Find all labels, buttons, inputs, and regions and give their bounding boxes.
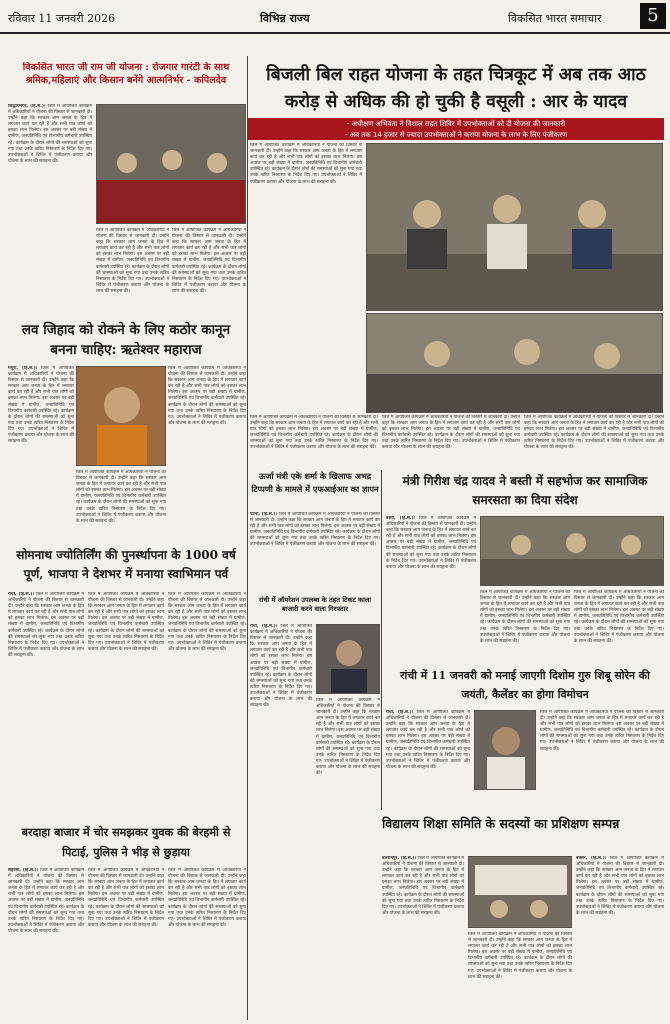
a2-photo [76,366,166,466]
column-rule-left [247,56,248,1020]
shibu-soren-portrait [475,711,536,790]
a2-body-left: मथुरा, (हि.स.)। जिले में आयोजित कार्यक्रम में अधिकारियों ने योजना की विस्तार से जानकारी दी। उन्होंने कहा कि सरकार आम जनता के हित में लगातार कार्य कर रही है और सभी पात्र लोगों को इसका लाभ मिलेगा। इस अवसर पर बड़ी संख्या में ग्रामीण, जनप्रतिनिधि एवं विभागीय कर्मचारी उपस्थित रहे। कार्यक्रम के दौरान लोगों की समस्याओं को सुना गया तथा उनके त्वरित निस्तारण के निर्देश दिए गए। उपभोक्ताओं ने शिविर में पंजीकरण कराया और योजना के लाभ की सराहना की। [8,366,74,445]
a1-body-left: सिद्धार्थनगर, (हि.स.)। जिले में आयोजित कार्यक्रम में अधिकारियों ने योजना की विस्तार से जानकारी दी। उन्होंने कहा कि सरकार आम जनता के हित में लगातार कार्य कर रही है और सभी पात्र लोगों को इसका लाभ मिलेगा। इस अवसर पर बड़ी संख्या में ग्रामीण, जनप्रतिनिधि एवं विभागीय कर्मचारी उपस्थित रहे। कार्यक्रम के दौरान लोगों की समस्याओं को सुना गया तथा उनके त्वरित निस्तारण के निर्देश दिए गए। उपभोक्ताओं ने शिविर में पंजीकरण कराया और योजना के लाभ की सराहना की। [8,104,92,164]
column-rule-mid [381,470,382,810]
issue-date: रविवार 11 जनवरी 2026 [8,12,116,25]
lead-headline: बिजली बिल राहत योजना के तहत चित्रकूट में अब तक आठ करोड़ से अधिक की हो चुकी है वसूली : आर के यादव [266,65,646,112]
community-feast-photo [481,517,664,586]
masthead [0,0,670,34]
lead-body-col4: जिले में आयोजित कार्यक्रम में अधिकारियों ने योजना की विस्तार से जानकारी दी। उन्होंने कहा कि सरकार आम जनता के हित में लगातार कार्य कर रही है और सभी पात्र लोगों को इसका लाभ मिलेगा। इस अवसर पर बड़ी संख्या में ग्रामीण, जनप्रतिनिधि एवं विभागीय कर्मचारी उपस्थित रहे। कार्यक्रम के दौरान लोगों की समस्याओं को सुना गया तथा उनके त्वरित निस्तारण के निर्देश दिए गए। उपभोक्ताओं ने शिविर में पंजीकरण कराया और योजना के लाभ की सराहना की। [524,415,664,451]
meeting-photo [367,144,663,311]
training-photo [469,857,572,928]
a2-body-col3: जिले में आयोजित कार्यक्रम में अधिकारियों ने योजना की विस्तार से जानकारी दी। उन्होंने कहा कि सरकार आम जनता के हित में लगातार कार्य कर रही है और सभी पात्र लोगों को इसका लाभ मिलेगा। इस अवसर पर बड़ी संख्या में ग्रामीण, जनप्रतिनिधि एवं विभागीय कर्मचारी उपस्थित रहे। कार्यक्रम के दौरान लोगों की समस्याओं को सुना गया तथा उनके त्वरित निस्तारण के निर्देश दिए गए। उपभोक्ताओं ने शिविर में पंजीकरण कराया और योजना के लाभ की सराहना की। [168,366,246,426]
camp-photo [367,314,663,413]
a8-photo [480,516,664,586]
a4-body-col2: जिले में आयोजित कार्यक्रम में अधिकारियों ने योजना की विस्तार से जानकारी दी। उन्होंने कहा कि सरकार आम जनता के हित में लगातार कार्य कर रही है और सभी पात्र लोगों को इसका लाभ मिलेगा। इस अवसर पर बड़ी संख्या में ग्रामीण, जनप्रतिनिधि एवं विभागीय कर्मचारी उपस्थित रहे। कार्यक्रम के दौरान लोगों की समस्याओं को सुना गया तथा उनके त्वरित निस्तारण के निर्देश दिए गए। उपभोक्ताओं ने शिविर में पंजीकरण कराया और योजना के लाभ की सराहना की। [88,868,164,928]
a9-body-col1: रांची, (हि.स.)। जिले में आयोजित कार्यक्रम में अधिकारियों ने योजना की विस्तार से जानकारी दी। उन्होंने कहा कि सरकार आम जनता के हित में लगातार कार्य कर रही है और सभी पात्र लोगों को इसका लाभ मिलेगा। इस अवसर पर बड़ी संख्या में ग्रामीण, जनप्रतिनिधि एवं विभागीय कर्मचारी उपस्थित रहे। कार्यक्रम के दौरान लोगों की समस्याओं को सुना गया तथा उनके त्वरित निस्तारण के निर्देश दिए गए। उपभोक्ताओं ने शिविर में पंजीकरण कराया और योजना के लाभ की सराहना की। [386,710,470,770]
a7-body-col2: जिले में आयोजित कार्यक्रम में अधिकारियों ने योजना की विस्तार से जानकारी दी। उन्होंने कहा कि सरकार आम जनता के हित में लगातार कार्य कर रही है और सभी पात्र लोगों को इसका लाभ मिलेगा। इस अवसर पर बड़ी संख्या में ग्रामीण, जनप्रतिनिधि एवं विभागीय कर्मचारी उपस्थित रहे। कार्यक्रम के दौरान लोगों की समस्याओं को सुना गया तथा उनके त्वरित निस्तारण के निर्देश दिए गए। उपभोक्ताओं ने शिविर में पंजीकरण कराया और योजना के लाभ की सराहना की। [468,932,572,980]
a10-headline [576,814,664,834]
a5-body: पटना, (हि.स.)। जिले में आयोजित कार्यक्रम में अधिकारियों ने योजना की विस्तार से जानकारी दी। उन्होंने कहा कि सरकार आम जनता के हित में लगातार कार्य कर रही है और सभी पात्र लोगों को इसका लाभ मिलेगा। इस अवसर पर बड़ी संख्या में ग्रामीण, जनप्रतिनिधि एवं विभागीय कर्मचारी उपस्थित रहे। कार्यक्रम के दौरान लोगों की समस्याओं को सुना गया तथा उनके त्वरित निस्तारण के निर्देश दिए गए। उपभोक्ताओं ने शिविर में पंजीकरण कराया और योजना के लाभ की सराहना की। [250,512,380,548]
lead-body-col3: जिले में आयोजित कार्यक्रम में अधिकारियों ने योजना की विस्तार से जानकारी दी। उन्होंने कहा कि सरकार आम जनता के हित में लगातार कार्य कर रही है और सभी पात्र लोगों को इसका लाभ मिलेगा। इस अवसर पर बड़ी संख्या में ग्रामीण, जनप्रतिनिधि एवं विभागीय कर्मचारी उपस्थित रहे। कार्यक्रम के दौरान लोगों की समस्याओं को सुना गया तथा उनके त्वरित निस्तारण के निर्देश दिए गए। उपभोक्ताओं ने शिविर में पंजीकरण कराया और योजना के लाभ की सराहना की। [382,415,520,451]
a1-photo [96,104,246,224]
saint-portrait-photo [77,367,166,466]
a6-body-col2: जिले में आयोजित कार्यक्रम में अधिकारियों ने योजना की विस्तार से जानकारी दी। उन्होंने कहा कि सरकार आम जनता के हित में लगातार कार्य कर रही है और सभी पात्र लोगों को इसका लाभ मिलेगा। इस अवसर पर बड़ी संख्या में ग्रामीण, जनप्रतिनिधि एवं विभागीय कर्मचारी उपस्थित रहे। कार्यक्रम के दौरान लोगों की समस्याओं को सुना गया तथा उनके त्वरित निस्तारण के निर्देश दिए गए। उपभोक्ताओं ने शिविर में पंजीकरण कराया और योजना के लाभ की सराहना की। [316,698,380,777]
a8-headline: मंत्री गिरीश चंद्र यादव ने बस्ती में सहभोज कर सामाजिक समरसता का दिया संदेश [402,474,648,507]
a3-body-col1: रांची, (हि.स.)। जिले में आयोजित कार्यक्रम में अधिकारियों ने योजना की विस्तार से जानकारी दी। उन्होंने कहा कि सरकार आम जनता के हित में लगातार कार्य कर रही है और सभी पात्र लोगों को इसका लाभ मिलेगा। इस अवसर पर बड़ी संख्या में ग्रामीण, जनप्रतिनिधि एवं विभागीय कर्मचारी उपस्थित रहे। कार्यक्रम के दौरान लोगों की समस्याओं को सुना गया तथा उनके त्वरित निस्तारण के निर्देश दिए गए। उपभोक्ताओं ने शिविर में पंजीकरण कराया और योजना के लाभ की सराहना की। [8,592,84,658]
a8-body-col3: जिले में आयोजित कार्यक्रम में अधिकारियों ने योजना की विस्तार से जानकारी दी। उन्होंने कहा कि सरकार आम जनता के हित में लगातार कार्य कर रही है और सभी पात्र लोगों को इसका लाभ मिलेगा। इस अवसर पर बड़ी संख्या में ग्रामीण, जनप्रतिनिधि एवं विभागीय कर्मचारी उपस्थित रहे। कार्यक्रम के दौरान लोगों की समस्याओं को सुना गया तथा उनके त्वरित निस्तारण के निर्देश दिए गए। उपभोक्ताओं ने शिविर में पंजीकरण कराया और योजना के लाभ की सराहना की। [574,590,664,644]
accused-photo [317,625,380,694]
paper-name: विकसित भारत समाचार [508,12,602,25]
lead-photo-top [366,143,663,311]
a3-headline: सोमनाथ ज्योतिर्लिंग की पुनर्स्थापना के 1000 वर्ष पूर्ण, भाजपा ने देशभर में मनाया स्वाभिमान पर्व [16,548,236,581]
page-number: 5 [640,3,666,29]
a6-photo [316,624,380,694]
a7-photo [468,856,572,928]
a6-headline: रांची में ऑपरेशन उपलब्ध के तहत टिकट काला बाजारी करने वाला गिरफ्तार [258,596,372,613]
a8-body-col2: जिले में आयोजित कार्यक्रम में अधिकारियों ने योजना की विस्तार से जानकारी दी। उन्होंने कहा कि सरकार आम जनता के हित में लगातार कार्य कर रही है और सभी पात्र लोगों को इसका लाभ मिलेगा। इस अवसर पर बड़ी संख्या में ग्रामीण, जनप्रतिनिधि एवं विभागीय कर्मचारी उपस्थित रहे। कार्यक्रम के दौरान लोगों की समस्याओं को सुना गया तथा उनके त्वरित निस्तारण के निर्देश दिए गए। उपभोक्ताओं ने शिविर में पंजीकरण कराया और योजना के लाभ की सराहना की। [480,590,570,644]
a9-photo [474,710,536,790]
a10-body: बक्सर, (हि.स.)। जिले में आयोजित कार्यक्रम में अधिकारियों ने योजना की विस्तार से जानकारी दी। उन्होंने कहा कि सरकार आम जनता के हित में लगातार कार्य कर रही है और सभी पात्र लोगों को इसका लाभ मिलेगा। इस अवसर पर बड़ी संख्या में ग्रामीण, जनप्रतिनिधि एवं विभागीय कर्मचारी उपस्थित रहे। कार्यक्रम के दौरान लोगों की समस्याओं को सुना गया तथा उनके त्वरित निस्तारण के निर्देश दिए गए। उपभोक्ताओं ने शिविर में पंजीकरण कराया और योजना के लाभ की सराहना की। [576,856,664,916]
a5-headline: ऊर्जा मंत्री एके शर्मा के खिलाफ अभद्र टिप्पणी के मामले में एफआईआर का ज्ञापन [251,471,379,494]
a4-body-col3: जिले में आयोजित कार्यक्रम में अधिकारियों ने योजना की विस्तार से जानकारी दी। उन्होंने कहा कि सरकार आम जनता के हित में लगातार कार्य कर रही है और सभी पात्र लोगों को इसका लाभ मिलेगा। इस अवसर पर बड़ी संख्या में ग्रामीण, जनप्रतिनिधि एवं विभागीय कर्मचारी उपस्थित रहे। कार्यक्रम के दौरान लोगों की समस्याओं को सुना गया तथा उनके त्वरित निस्तारण के निर्देश दिए गए। उपभोक्ताओं ने शिविर में पंजीकरण कराया और योजना के लाभ की सराहना की। [168,868,246,928]
lead-photo-bottom [366,313,663,413]
a3-body-col2: जिले में आयोजित कार्यक्रम में अधिकारियों ने योजना की विस्तार से जानकारी दी। उन्होंने कहा कि सरकार आम जनता के हित में लगातार कार्य कर रही है और सभी पात्र लोगों को इसका लाभ मिलेगा। इस अवसर पर बड़ी संख्या में ग्रामीण, जनप्रतिनिधि एवं विभागीय कर्मचारी उपस्थित रहे। कार्यक्रम के दौरान लोगों की समस्याओं को सुना गया तथा उनके त्वरित निस्तारण के निर्देश दिए गए। उपभोक्ताओं ने शिविर में पंजीकरण कराया और योजना के लाभ की सराहना की। [88,592,164,652]
press-meet-photo [97,105,246,224]
lead-subheadline: - अधीक्षण अभियंता ने विशाल राहत शिविर में उपभोक्ताओं को दी योजना की जानकारी - अब तक 14 हजार से ज्यादा उपभोक्ताओं ने कराया योजना के लाभ के लिए पंजीकरण [248,118,664,140]
a1-body-col2: जिले में आयोजित कार्यक्रम में अधिकारियों ने योजना की विस्तार से जानकारी दी। उन्होंने कहा कि सरकार आम जनता के हित में लगातार कार्य कर रही है और सभी पात्र लोगों को इसका लाभ मिलेगा। इस अवसर पर बड़ी संख्या में ग्रामीण, जनप्रतिनिधि एवं विभागीय कर्मचारी उपस्थित रहे। कार्यक्रम के दौरान लोगों की समस्याओं को सुना गया तथा उनके त्वरित निस्तारण के निर्देश दिए गए। उपभोक्ताओं ने शिविर में पंजीकरण कराया और योजना के लाभ की सराहना की। [96,228,169,294]
section-title: विभिन्न राज्य [260,12,310,25]
a9-headline: रांची में 11 जनवरी को मनाई जाएगी दिशोम गुरु शिबू सोरेन की जयंती, कैलेंडर का होगा विमोचन [400,669,650,701]
a2-body-col2: जिले में आयोजित कार्यक्रम में अधिकारियों ने योजना की विस्तार से जानकारी दी। उन्होंने कहा कि सरकार आम जनता के हित में लगातार कार्य कर रही है और सभी पात्र लोगों को इसका लाभ मिलेगा। इस अवसर पर बड़ी संख्या में ग्रामीण, जनप्रतिनिधि एवं विभागीय कर्मचारी उपस्थित रहे। कार्यक्रम के दौरान लोगों की समस्याओं को सुना गया तथा उनके त्वरित निस्तारण के निर्देश दिए गए। उपभोक्ताओं ने शिविर में पंजीकरण कराया और योजना के लाभ की सराहना की। [76,470,166,524]
a1-body-col3: जिले में आयोजित कार्यक्रम में अधिकारियों ने योजना की विस्तार से जानकारी दी। उन्होंने कहा कि सरकार आम जनता के हित में लगातार कार्य कर रही है और सभी पात्र लोगों को इसका लाभ मिलेगा। इस अवसर पर बड़ी संख्या में ग्रामीण, जनप्रतिनिधि एवं विभागीय कर्मचारी उपस्थित रहे। कार्यक्रम के दौरान लोगों की समस्याओं को सुना गया तथा उनके त्वरित निस्तारण के निर्देश दिए गए। उपभोक्ताओं ने शिविर में पंजीकरण कराया और योजना के लाभ की सराहना की। [172,228,246,294]
a3-body-col3: जिले में आयोजित कार्यक्रम में अधिकारियों ने योजना की विस्तार से जानकारी दी। उन्होंने कहा कि सरकार आम जनता के हित में लगातार कार्य कर रही है और सभी पात्र लोगों को इसका लाभ मिलेगा। इस अवसर पर बड़ी संख्या में ग्रामीण, जनप्रतिनिधि एवं विभागीय कर्मचारी उपस्थित रहे। कार्यक्रम के दौरान लोगों की समस्याओं को सुना गया तथा उनके त्वरित निस्तारण के निर्देश दिए गए। उपभोक्ताओं ने शिविर में पंजीकरण कराया और योजना के लाभ की सराहना की। [168,592,246,652]
a8-body-col1: बस्ती, (हि.स.)। जिले में आयोजित कार्यक्रम में अधिकारियों ने योजना की विस्तार से जानकारी दी। उन्होंने कहा कि सरकार आम जनता के हित में लगातार कार्य कर रही है और सभी पात्र लोगों को इसका लाभ मिलेगा। इस अवसर पर बड़ी संख्या में ग्रामीण, जनप्रतिनिधि एवं विभागीय कर्मचारी उपस्थित रहे। कार्यक्रम के दौरान लोगों की समस्याओं को सुना गया तथा उनके त्वरित निस्तारण के निर्देश दिए गए। उपभोक्ताओं ने शिविर में पंजीकरण कराया और योजना के लाभ की सराहना की। [386,516,476,570]
a9-body-col2: जिले में आयोजित कार्यक्रम में अधिकारियों ने योजना की विस्तार से जानकारी दी। उन्होंने कहा कि सरकार आम जनता के हित में लगातार कार्य कर रही है और सभी पात्र लोगों को इसका लाभ मिलेगा। इस अवसर पर बड़ी संख्या में ग्रामीण, जनप्रतिनिधि एवं विभागीय कर्मचारी उपस्थित रहे। कार्यक्रम के दौरान लोगों की समस्याओं को सुना गया तथा उनके त्वरित निस्तारण के निर्देश दिए गए। उपभोक्ताओं ने शिविर में पंजीकरण कराया और योजना के लाभ की सराहना की। [540,710,664,752]
lead-body-col1: जिले में आयोजित कार्यक्रम में अधिकारियों ने योजना की विस्तार से जानकारी दी। उन्होंने कहा कि सरकार आम जनता के हित में लगातार कार्य कर रही है और सभी पात्र लोगों को इसका लाभ मिलेगा। इस अवसर पर बड़ी संख्या में ग्रामीण, जनप्रतिनिधि एवं विभागीय कर्मचारी उपस्थित रहे। कार्यक्रम के दौरान लोगों की समस्याओं को सुना गया तथा उनके त्वरित निस्तारण के निर्देश दिए गए। उपभोक्ताओं ने शिविर में पंजीकरण कराया और योजना के लाभ की सराहना की। [250,143,362,185]
a4-body-col1: सहरसा, (हि.स.)। जिले में आयोजित कार्यक्रम में अधिकारियों ने योजना की विस्तार से जानकारी दी। उन्होंने कहा कि सरकार आम जनता के हित में लगातार कार्य कर रही है और सभी पात्र लोगों को इसका लाभ मिलेगा। इस अवसर पर बड़ी संख्या में ग्रामीण, जनप्रतिनिधि एवं विभागीय कर्मचारी उपस्थित रहे। कार्यक्रम के दौरान लोगों की समस्याओं को सुना गया तथा उनके त्वरित निस्तारण के निर्देश दिए गए। उपभोक्ताओं ने शिविर में पंजीकरण कराया और योजना के लाभ की सराहना की। [8,868,84,934]
a4-headline: बरदाहा बाजार में चोर समझकर युवक की बेरहमी से पिटाई, पुलिस ने भीड़ से छुड़ाया [21,825,231,859]
a6-body: रांची, (हि.स.)। जिले में आयोजित कार्यक्रम में अधिकारियों ने योजना की विस्तार से जानकारी दी। उन्होंने कहा कि सरकार आम जनता के हित में लगातार कार्य कर रही है और सभी पात्र लोगों को इसका लाभ मिलेगा। इस अवसर पर बड़ी संख्या में ग्रामीण, जनप्रतिनिधि एवं विभागीय कर्मचारी उपस्थित रहे। कार्यक्रम के दौरान लोगों की समस्याओं को सुना गया तथा उनके त्वरित निस्तारण के निर्देश दिए गए। उपभोक्ताओं ने शिविर में पंजीकरण कराया और योजना के लाभ की सराहना की। [250,624,312,709]
a2-headline: लव जिहाद को रोकने के लिए कठोर कानून बनना चाहिए: ऋतेश्वर महाराज [21,322,231,358]
a7-headline: विद्यालय शिक्षा समिति के सदस्यों का प्रशिक्षण सम्पन्न [382,816,620,831]
a1-headline: विकसित भारत जी राम जी योजना : रोजगार गारंटी के साथ श्रमिक,महिलाएं और किसान बनेंगे आत्मनिर्भर - कपिलदेव [22,62,230,86]
lead-body-col2: जिले में आयोजित कार्यक्रम में अधिकारियों ने योजना की विस्तार से जानकारी दी। उन्होंने कहा कि सरकार आम जनता के हित में लगातार कार्य कर रही है और सभी पात्र लोगों को इसका लाभ मिलेगा। इस अवसर पर बड़ी संख्या में ग्रामीण, जनप्रतिनिधि एवं विभागीय कर्मचारी उपस्थित रहे। कार्यक्रम के दौरान लोगों की समस्याओं को सुना गया तथा उनके त्वरित निस्तारण के निर्देश दिए गए। उपभोक्ताओं ने शिविर में पंजीकरण कराया और योजना के लाभ की सराहना की। [250,415,378,451]
a7-body: बलरामपुर, (हि.स.)। जिले में आयोजित कार्यक्रम में अधिकारियों ने योजना की विस्तार से जानकारी दी। उन्होंने कहा कि सरकार आम जनता के हित में लगातार कार्य कर रही है और सभी पात्र लोगों को इसका लाभ मिलेगा। इस अवसर पर बड़ी संख्या में ग्रामीण, जनप्रतिनिधि एवं विभागीय कर्मचारी उपस्थित रहे। कार्यक्रम के दौरान लोगों की समस्याओं को सुना गया तथा उनके त्वरित निस्तारण के निर्देश दिए गए। उपभोक्ताओं ने शिविर में पंजीकरण कराया और योजना के लाभ की सराहना की। [382,856,464,916]
